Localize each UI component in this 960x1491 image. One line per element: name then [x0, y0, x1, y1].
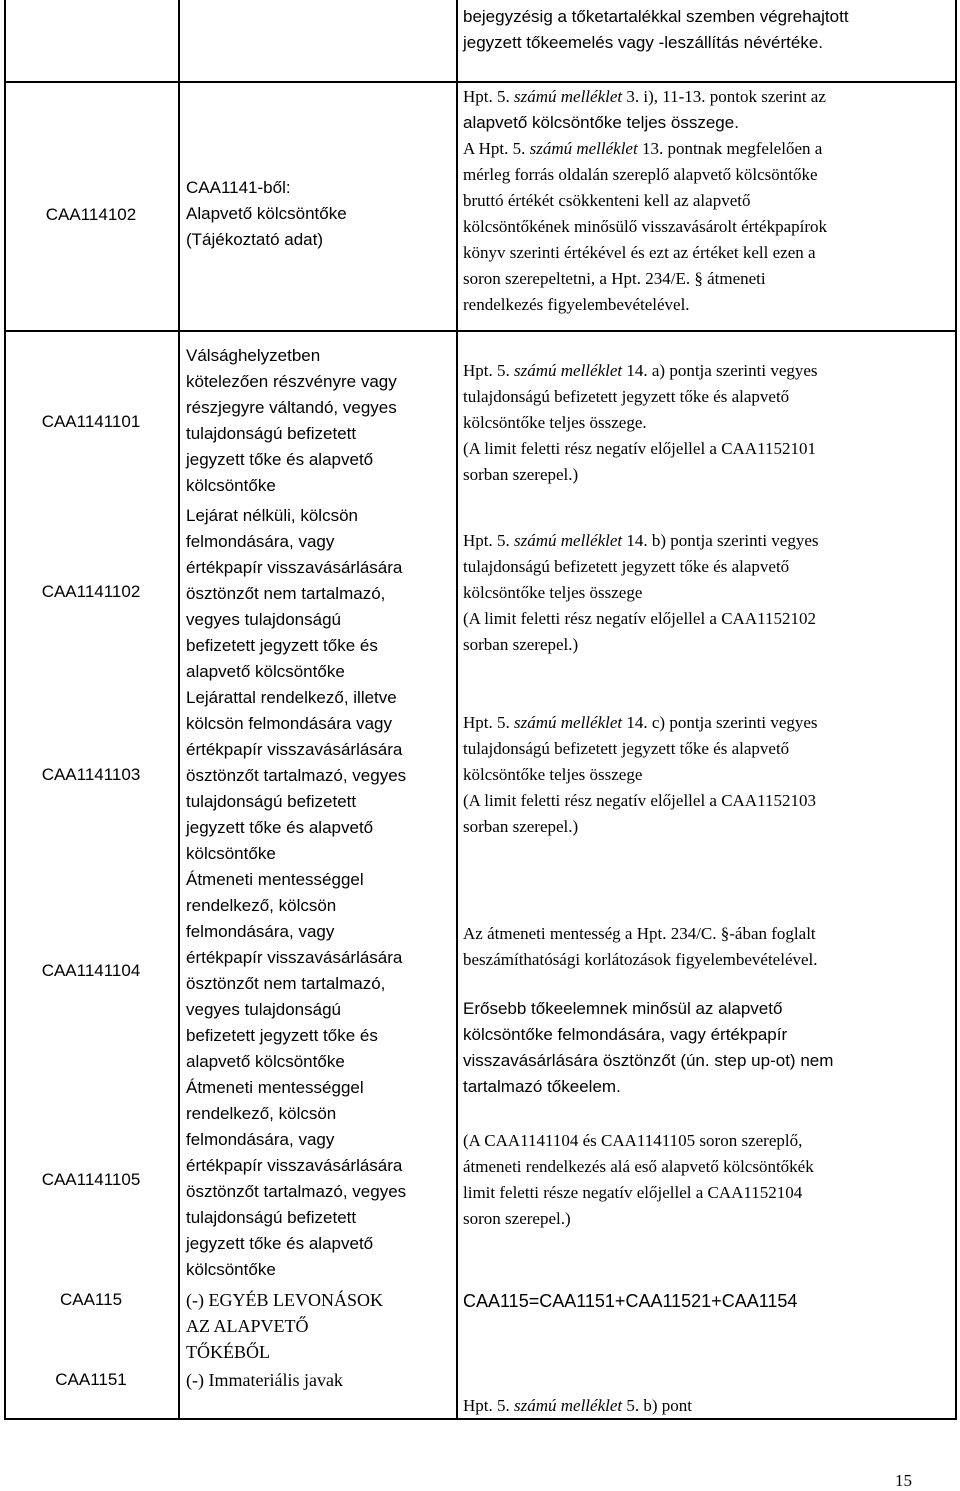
label-line: felmondására, vagy — [186, 1130, 335, 1149]
text-line: alapvető kölcsöntőke teljes összege. — [463, 113, 739, 132]
label-line: felmondására, vagy — [186, 532, 335, 551]
ref-rest: 14. a) pontja szerinti vegyes — [622, 361, 818, 380]
text-line: kölcsöntőke teljes összege — [463, 583, 643, 602]
row2-right-p2 — [463, 528, 955, 658]
label-line: tulajdonságú befizetett — [186, 792, 357, 811]
ref-italic: számú melléklet — [529, 139, 638, 158]
label-line: jegyzett tőke és alapvető — [186, 818, 374, 837]
text-line: beszámíthatósági korlátozások figyelembevételével. — [463, 950, 818, 969]
ref-italic: számú melléklet — [514, 531, 623, 550]
ref: Hpt. 5. — [463, 531, 514, 550]
label-line: Lejárat nélküli, kölcsön — [186, 506, 358, 525]
ref: A Hpt. 5. — [463, 139, 530, 158]
label-line: kölcsöntőke — [186, 1260, 276, 1279]
row2-label-4 — [186, 867, 458, 1075]
ref-italic: számú melléklet — [514, 1396, 623, 1415]
row-code-caa1141103: CAA1141103 — [41, 765, 141, 784]
text-line: (A limit feletti rész negatív előjellel a CAA1152101 — [463, 439, 816, 458]
label-line: vegyes tulajdonságú — [186, 610, 342, 629]
label-line: kötelezően részvényre vagy — [186, 372, 397, 391]
ref-italic: számú melléklet — [514, 87, 623, 106]
row1-right — [463, 84, 955, 318]
text-line: Erősebb tőkeelemnek minősül az alapvető — [463, 999, 783, 1018]
row-code-caa1141105: CAA1141105 — [41, 1170, 141, 1189]
text-line: (A CAA1141104 és CAA1141105 soron szereplő, — [463, 1131, 803, 1150]
text-line: soron szerepeltetni, a Hpt. 234/E. § átmeneti — [463, 269, 766, 288]
label-line: kölcsön felmondására vagy — [186, 714, 393, 733]
row-code-caa1151: CAA1151 — [55, 1370, 127, 1389]
text-line: (A limit feletti rész negatív előjellel a CAA1152102 — [463, 609, 816, 628]
label-line: kölcsöntőke — [186, 844, 276, 863]
row3-label — [186, 1287, 458, 1365]
text-line: tartalmazó tőkeelem. — [463, 1077, 621, 1096]
text-line — [463, 136, 955, 162]
label-line: értékpapír visszavásárlására — [186, 558, 403, 577]
row-separator-2 — [4, 330, 957, 332]
text-line: visszavásárlására ösztönzőt (ún. step up-ot) nem — [463, 1051, 834, 1070]
row4-right — [463, 1393, 955, 1419]
row2-label-5 — [186, 1075, 458, 1283]
text-line: átmeneti rendelkezés alá eső alapvető kölcsöntőkék — [463, 1157, 814, 1176]
text-line: (A limit feletti rész negatív előjellel a CAA1152103 — [463, 791, 816, 810]
text-line — [463, 358, 955, 384]
label-line: Átmeneti mentességgel — [186, 1078, 364, 1097]
ref-rest: 13. pontnak megfelelően a — [637, 139, 823, 158]
row-code-caa115: CAA115 — [59, 1290, 123, 1309]
label-line: ösztönzőt tartalmazó, vegyes — [186, 766, 407, 785]
label-line: kölcsöntőke — [186, 476, 276, 495]
ref-rest: 14. b) pontja szerinti vegyes — [622, 531, 819, 550]
ref: Hpt. 5. — [463, 361, 514, 380]
text-line: könyv szerinti értékével és ezt az értéket kell ezen a — [463, 243, 816, 262]
text-line: kölcsöntőke felmondására, vagy értékpapír — [463, 1025, 788, 1044]
page-number: 15 — [895, 1471, 912, 1490]
label-line: AZ ALAPVETŐ — [186, 1316, 309, 1336]
label-line: tulajdonságú befizetett — [186, 424, 357, 443]
label-line: ösztönzőt tartalmazó, vegyes — [186, 1182, 407, 1201]
text-line: bruttó értékét csökkenteni kell az alapvető — [463, 191, 751, 210]
text-line — [463, 84, 955, 110]
text-line: sorban szerepel.) — [463, 817, 579, 836]
row-code-caa1141101: CAA1141101 — [41, 412, 141, 431]
label-line: tulajdonságú befizetett — [186, 1208, 357, 1227]
label-line: felmondására, vagy — [186, 922, 335, 941]
row4-label: (-) Immateriális javak — [186, 1370, 343, 1390]
row2-right-p3 — [463, 710, 955, 840]
label-line: ösztönzőt nem tartalmazó, — [186, 974, 386, 993]
text-line: tulajdonságú befizetett jegyzett tőke és alapvető — [463, 557, 790, 576]
row-code-caa1141102: CAA1141102 — [41, 582, 141, 601]
label-line: rendelkező, kölcsön — [186, 1104, 337, 1123]
row2-right-p1 — [463, 358, 955, 488]
row2-label-2 — [186, 503, 458, 685]
label-line: értékpapír visszavásárlására — [186, 740, 403, 759]
text-line: Az átmeneti mentesség a Hpt. 234/C. §-ában foglalt — [463, 924, 816, 943]
ref-italic: számú melléklet — [514, 361, 623, 380]
label-line: (-) EGYÉB LEVONÁSOK — [186, 1290, 383, 1310]
label-line: alapvető kölcsöntőke — [186, 1052, 345, 1071]
label-line: ösztönzőt nem tartalmazó, — [186, 584, 386, 603]
label-line: vegyes tulajdonságú — [186, 1000, 342, 1019]
row-separator-1 — [4, 81, 957, 83]
text-line: jegyzett tőkeemelés vagy -leszállítás névértéke. — [463, 33, 824, 52]
row3-right: CAA115=CAA1151+CAA11521+CAA1154 — [463, 1291, 798, 1311]
label-line: CAA1141-ből: — [186, 178, 291, 197]
row0-right — [463, 4, 955, 56]
text-line: kölcsöntőke teljes összege — [463, 765, 643, 784]
label-line: értékpapír visszavásárlására — [186, 1156, 403, 1175]
text-line — [463, 710, 955, 736]
ref-rest: 5. b) pont — [622, 1396, 692, 1415]
text-line: rendelkezés figyelembevételével. — [463, 295, 690, 314]
row2-right-p4 — [463, 921, 955, 973]
row2-label-3 — [186, 685, 458, 867]
text-line: soron szerepel.) — [463, 1209, 571, 1228]
label-line: részjegyre váltandó, vegyes — [186, 398, 397, 417]
text-line: sorban szerepel.) — [463, 635, 579, 654]
ref-rest: 3. i), 11-13. pontok szerint az — [622, 87, 826, 106]
label-line: alapvető kölcsöntőke — [186, 662, 345, 681]
ref: Hpt. 5. — [463, 713, 514, 732]
ref: Hpt. 5. — [463, 87, 514, 106]
table-divider-1 — [178, 0, 180, 1420]
label-line: jegyzett tőke és alapvető — [186, 1234, 374, 1253]
label-line: rendelkező, kölcsön — [186, 896, 337, 915]
text-line: tulajdonságú befizetett jegyzett tőke és alapvető — [463, 739, 790, 758]
label-line: értékpapír visszavásárlására — [186, 948, 403, 967]
ref-italic: számú melléklet — [514, 713, 623, 732]
text-line: kölcsöntőke teljes összege. — [463, 413, 647, 432]
ref: Hpt. 5. — [463, 1396, 514, 1415]
label-line: befizetett jegyzett tőke és — [186, 1026, 378, 1045]
row-code-caa114102: CAA114102 — [45, 205, 137, 224]
label-line: Átmeneti mentességgel — [186, 870, 364, 889]
row2-right-p6 — [463, 1128, 955, 1232]
text-line: mérleg forrás oldalán szereplő alapvető kölcsöntőke — [463, 165, 818, 184]
text-line: bejegyzésig a tőketartalékkal szemben végrehajtott — [463, 7, 849, 26]
text-line: tulajdonságú befizetett jegyzett tőke és alapvető — [463, 387, 790, 406]
row2-right-p5 — [463, 996, 955, 1100]
label-line: Lejárattal rendelkező, illetve — [186, 688, 397, 707]
label-line: TŐKÉBŐL — [186, 1342, 270, 1362]
ref-rest: 14. c) pontja szerinti vegyes — [622, 713, 818, 732]
text-line: limit feletti része negatív előjellel a CAA1152104 — [463, 1183, 803, 1202]
text-line — [463, 528, 955, 554]
text-line: sorban szerepel.) — [463, 465, 579, 484]
row1-label — [186, 175, 458, 253]
label-line: (Tájékoztató adat) — [186, 230, 324, 249]
text-line: kölcsöntőkének minősülő visszavásárolt értékpapírok — [463, 217, 827, 236]
label-line: Válsághelyzetben — [186, 346, 321, 365]
label-line: befizetett jegyzett tőke és — [186, 636, 378, 655]
row-code-caa1141104: CAA1141104 — [41, 961, 141, 980]
label-line: Alapvető kölcsöntőke — [186, 204, 347, 223]
table-border-right — [955, 0, 957, 1420]
row2-label-1 — [186, 343, 458, 499]
label-line: jegyzett tőke és alapvető — [186, 450, 374, 469]
